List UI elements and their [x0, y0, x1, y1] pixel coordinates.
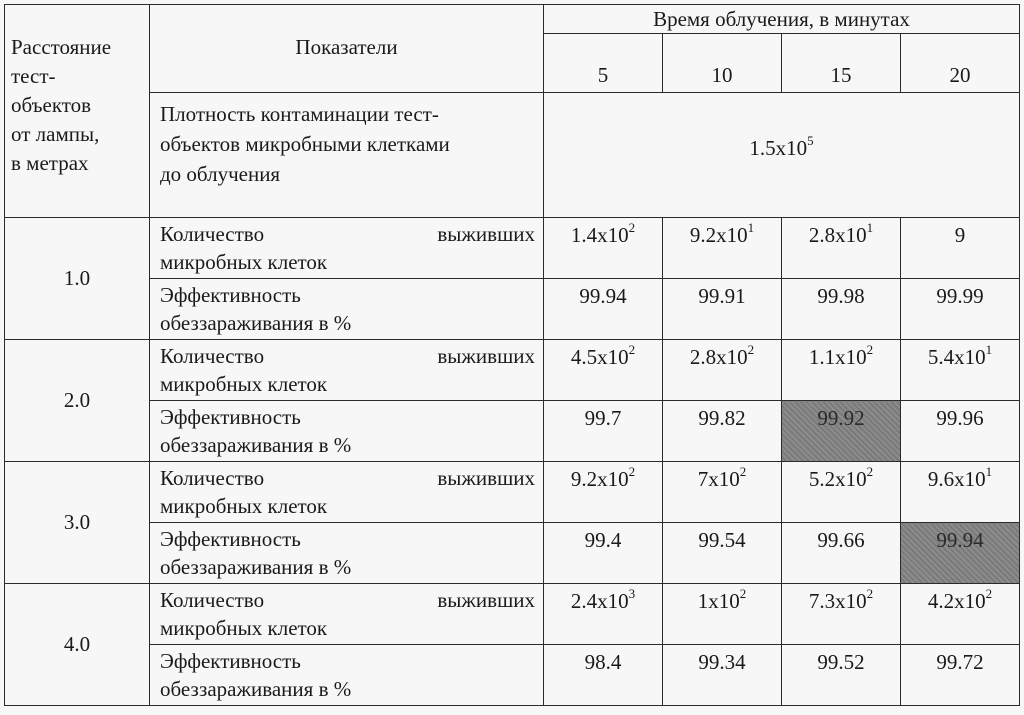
minutes-5: 5 [544, 34, 663, 93]
count-cell: $1.4x10^2$ [544, 218, 663, 279]
efficiency-cell: 99.4 [544, 523, 663, 584]
distance-value-2: 2.0 [5, 340, 150, 462]
count-cell: $1x10^2$ [663, 584, 782, 645]
efficiency-cell: 99.96 [901, 401, 1020, 462]
count-cell: $7.3x10^2$ [782, 584, 901, 645]
indicators-header: Показатели [150, 5, 544, 93]
efficiency-cell: 99.72 [901, 645, 1020, 706]
count-cell: $9.2x10^2$ [544, 462, 663, 523]
count-label: Количество выживших микробных клеток [150, 462, 544, 523]
eff-row-1 [5, 279, 1020, 340]
efficiency-cell: 99.7 [544, 401, 663, 462]
distance-value-3: 3.0 [5, 462, 150, 584]
count-row-1 [5, 218, 1020, 279]
minutes-15: 15 [782, 34, 901, 93]
count-label: Количество выживших микробных клеток [150, 218, 544, 279]
minutes-10: 10 [663, 34, 782, 93]
count-label: Количество выживших микробных клеток [150, 584, 544, 645]
efficiency-cell: 99.52 [782, 645, 901, 706]
header-row [5, 5, 1020, 34]
count-cell: $9.6x10^1$ [901, 462, 1020, 523]
density-row [5, 93, 1020, 218]
count-cell: $2.8x10^2$ [663, 340, 782, 401]
efficiency-cell: 99.66 [782, 523, 901, 584]
count-cell: $5.2x10^2$ [782, 462, 901, 523]
eff-row-2 [5, 401, 1020, 462]
density-value: $1.5x10^5$ [544, 93, 1020, 218]
count-cell: $2.4x10^3$ [544, 584, 663, 645]
efficiency-label: Эффективность обеззараживания в % [150, 401, 544, 462]
count-row-3 [5, 462, 1020, 523]
count-cell: $1.1x10^2$ [782, 340, 901, 401]
efficiency-cell: 99.98 [782, 279, 901, 340]
efficiency-cell: 99.54 [663, 523, 782, 584]
efficiency-cell-highlighted: 99.92 [782, 401, 901, 462]
count-cell: $4.2x10^2$ [901, 584, 1020, 645]
count-cell: $4.5x10^2$ [544, 340, 663, 401]
efficiency-cell-highlighted: 99.94 [901, 523, 1020, 584]
count-row-2 [5, 340, 1020, 401]
count-cell: 9 [901, 218, 1020, 279]
efficiency-cell: 98.4 [544, 645, 663, 706]
count-cell: $5.4x10^1$ [901, 340, 1020, 401]
count-row-4 [5, 584, 1020, 645]
efficiency-cell: 99.82 [663, 401, 782, 462]
efficiency-label: Эффективность обеззараживания в % [150, 523, 544, 584]
count-label: Количество выживших микробных клеток [150, 340, 544, 401]
eff-row-4 [5, 645, 1020, 706]
efficiency-cell: 99.91 [663, 279, 782, 340]
efficiency-label: Эффективность обеззараживания в % [150, 645, 544, 706]
density-label: Плотность контаминации тест- объектов микробными клетками до облучения [150, 93, 544, 218]
efficiency-label: Эффективность обеззараживания в % [150, 279, 544, 340]
efficiency-cell: 99.94 [544, 279, 663, 340]
count-cell: $2.8x10^1$ [782, 218, 901, 279]
distance-value-1: 1.0 [5, 218, 150, 340]
time-header: Время облучения, в минутах [544, 5, 1020, 34]
minutes-20: 20 [901, 34, 1020, 93]
distance-value-4: 4.0 [5, 584, 150, 706]
count-cell: $9.2x10^1$ [663, 218, 782, 279]
efficiency-cell: 99.99 [901, 279, 1020, 340]
efficiency-cell: 99.34 [663, 645, 782, 706]
disinfection-table [4, 4, 1020, 706]
count-cell: $7x10^2$ [663, 462, 782, 523]
distance-header: Расстояние тест- объектов от лампы, в метрах [5, 5, 150, 218]
eff-row-3 [5, 523, 1020, 584]
